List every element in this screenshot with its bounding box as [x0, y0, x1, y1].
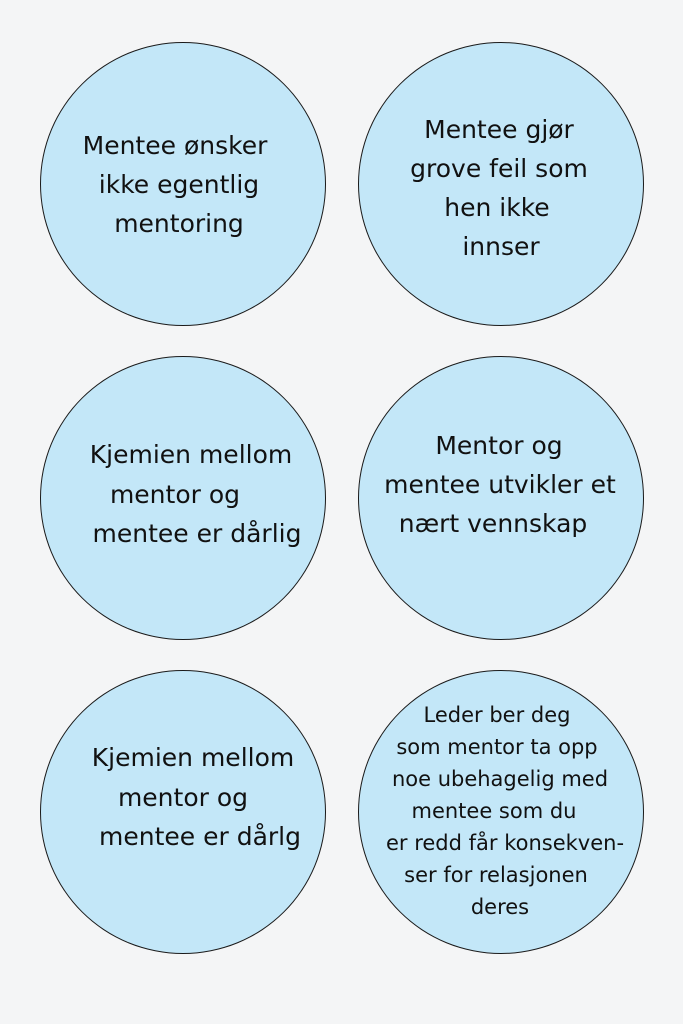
card-2-line-1: Mentee gjør	[424, 115, 574, 144]
card-1-line-2: ikke egentlig	[98, 170, 260, 199]
card-4-line-1: Mentor og	[435, 431, 563, 460]
scenario-card-5	[40, 670, 326, 954]
card-2-line-4: innser	[462, 232, 540, 261]
scenario-card-3	[40, 356, 326, 640]
card-3-line-2: mentor og	[109, 480, 241, 509]
card-6-line-3: noe ubehagelig med	[391, 767, 609, 791]
card-1-line-3: mentoring	[114, 209, 244, 238]
card-6-line-1: Leder ber deg	[423, 703, 571, 727]
card-6-line-4: mentee som du	[411, 799, 577, 823]
card-5-line-1: Kjemien mellom	[91, 743, 295, 772]
card-2-line-2: grove feil som	[410, 154, 588, 183]
card-3-line-3: mentee er dårlig	[92, 519, 302, 548]
card-6-line-6: ser for relasjonen	[404, 863, 588, 887]
card-4-line-2: mentee utvikler et	[384, 470, 616, 499]
scenario-card-1	[40, 42, 326, 326]
card-4-line-3: nært vennskap	[398, 509, 588, 538]
card-2-line-3: hen ikke	[444, 193, 550, 222]
card-5-line-2: mentor og	[117, 783, 249, 812]
card-6-line-5: er redd får konsekven-	[385, 831, 625, 855]
card-3-line-1: Kjemien mellom	[89, 440, 293, 469]
card-6-line-2: som mentor ta opp	[396, 735, 598, 759]
scenario-card-4	[358, 356, 644, 640]
card-5-line-3: mentee er dårlg	[99, 822, 301, 851]
scenario-card-6	[358, 670, 644, 954]
card-6-line-7: deres	[470, 895, 530, 919]
card-1-line-1: Mentee ønsker	[82, 131, 268, 160]
scenario-card-2	[358, 42, 644, 326]
